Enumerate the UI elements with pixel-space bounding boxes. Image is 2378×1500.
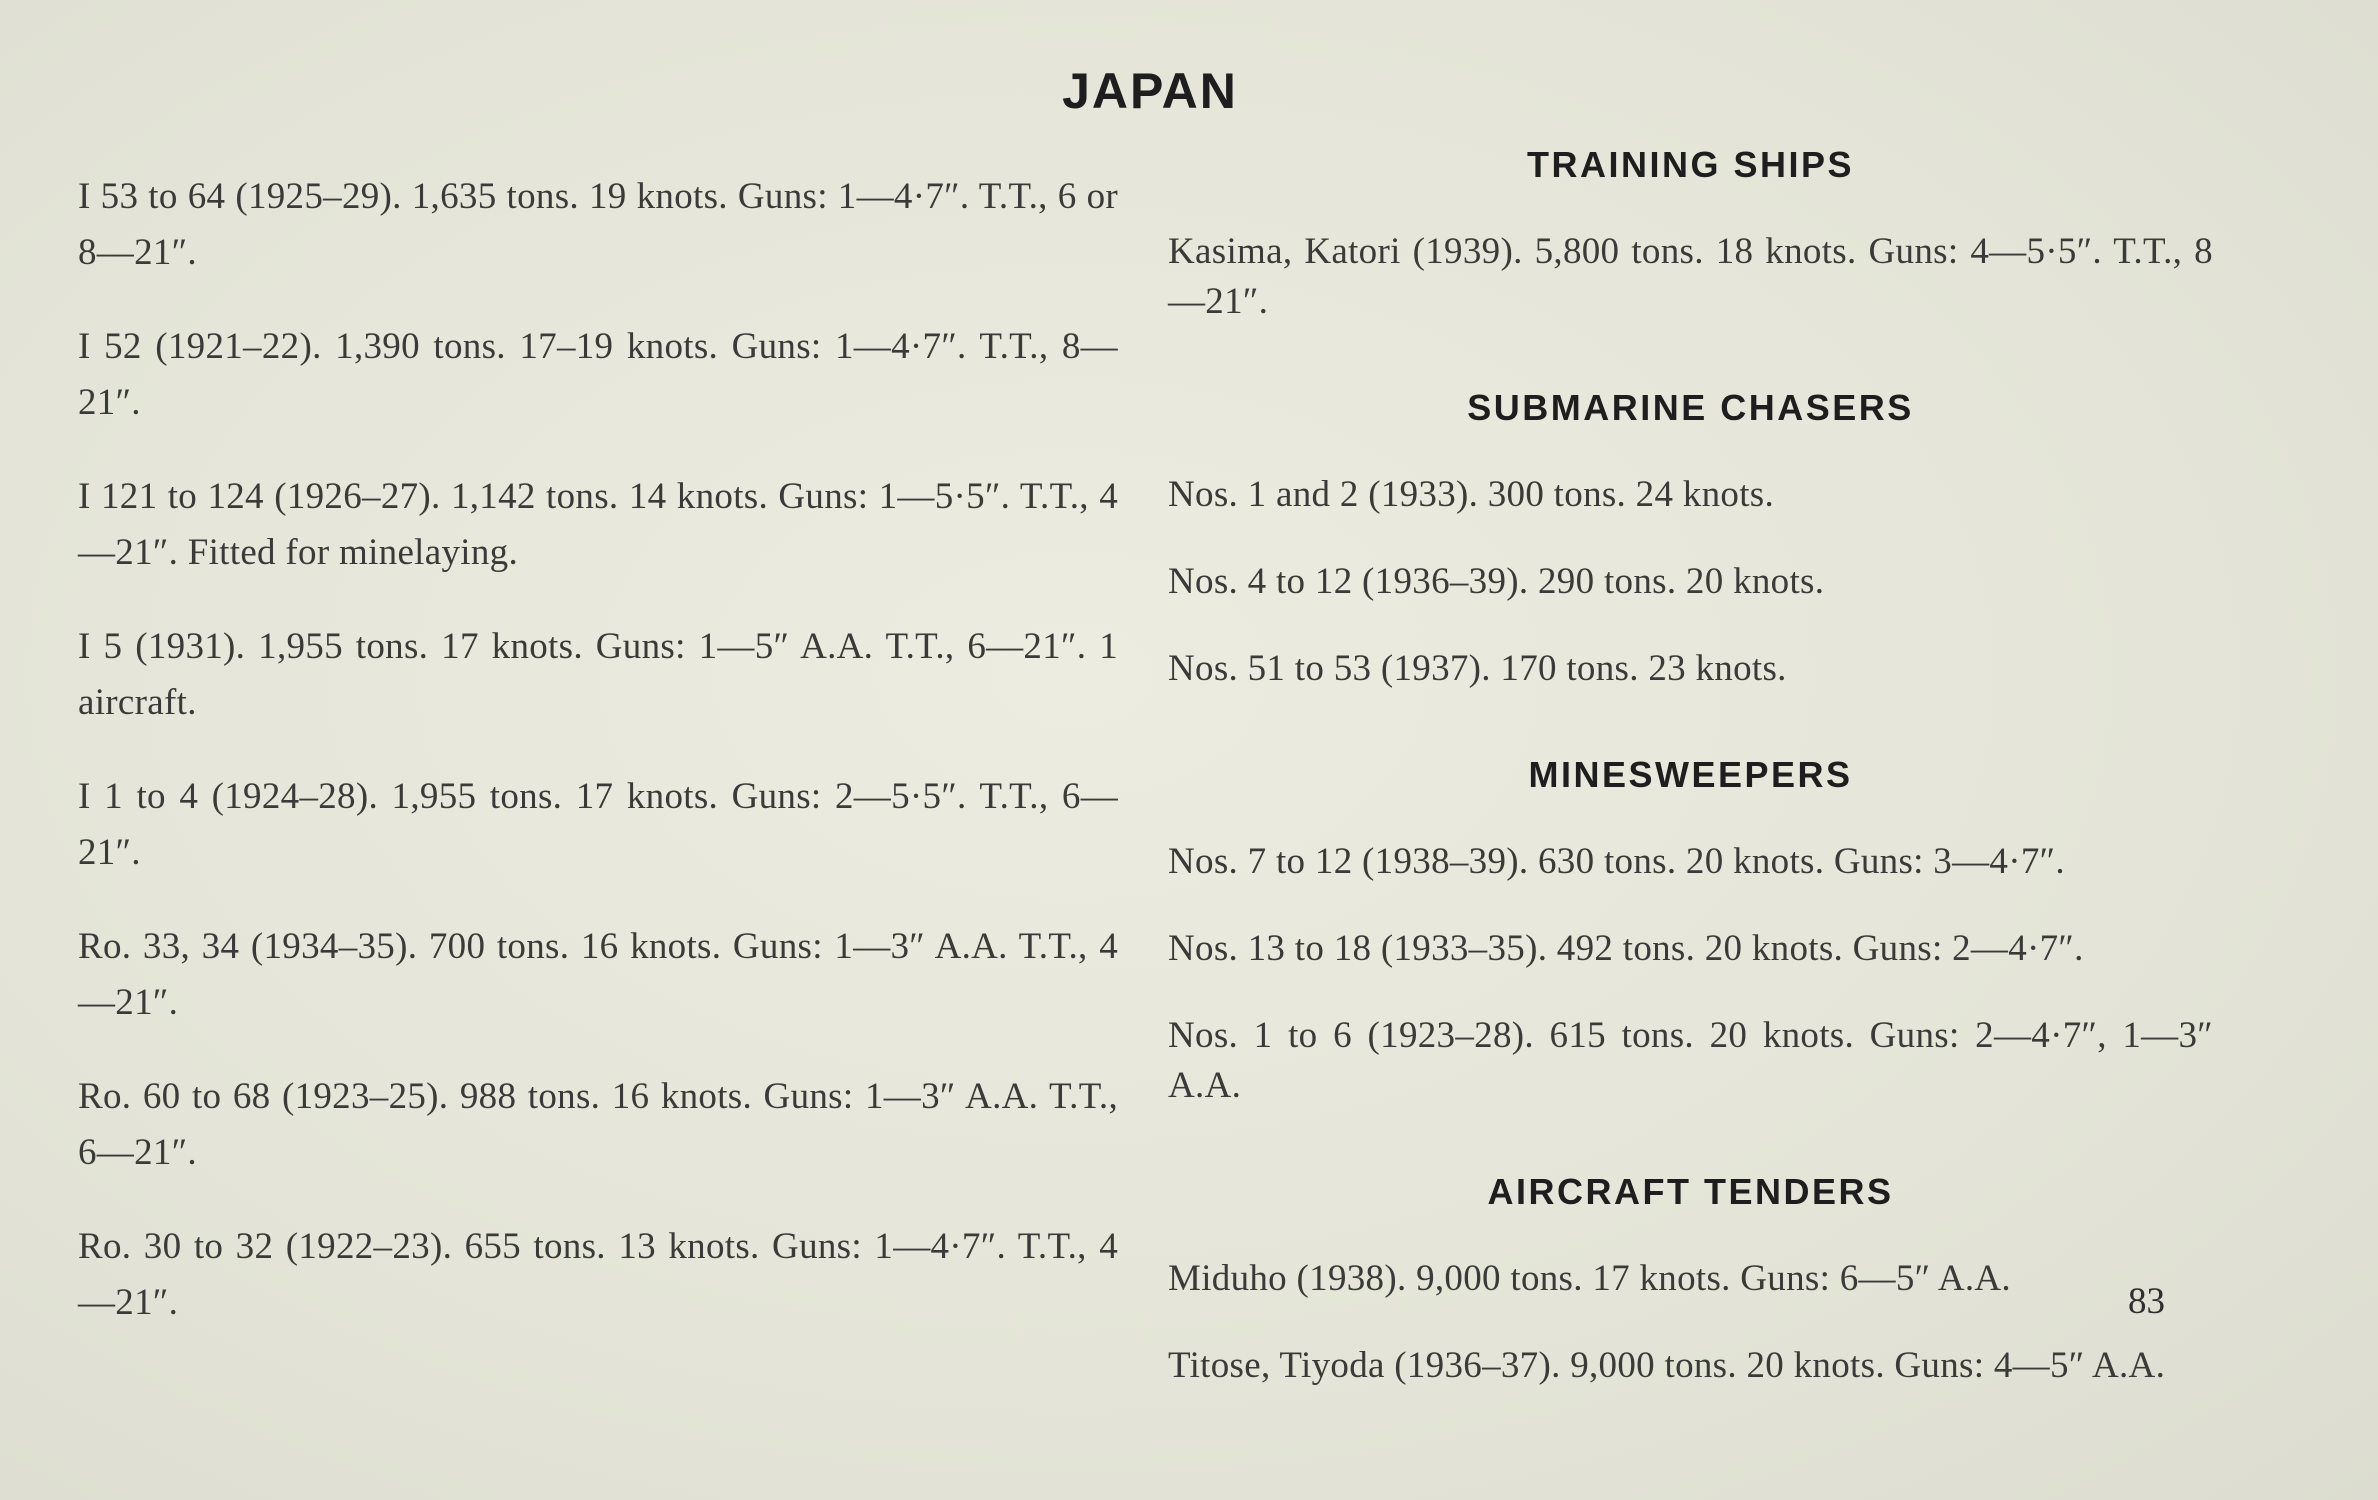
submarine-entry-i1: I 1 to 4 (1924–28). 1,955 tons. 17 knots. Guns: 2—5·5″. T.T., 6—21″.: [78, 776, 1118, 873]
training-ships-heading: TRAINING SHIPS: [1526, 144, 1855, 185]
aircraft-tenders-heading: AIRCRAFT TENDERS: [1487, 1171, 1894, 1212]
left-column: [78, 132, 1118, 1369]
submarine-entry-i52: I 52 (1921–22). 1,390 tons. 17–19 knots. Guns: 1—4·7″. T.T., 8—21″.: [78, 326, 1118, 423]
submarine-chasers-heading: SUBMARINE CHASERS: [1467, 387, 1914, 428]
aircraft-tender-entry: Miduho (1938). 9,000 tons. 17 knots. Guns: 6—5″ A.A.: [1168, 1258, 2011, 1299]
submarine-chaser-entry: Nos. 51 to 53 (1937). 170 tons. 23 knots.: [1168, 648, 1787, 689]
submarine-entry-ro33: Ro. 33, 34 (1934–35). 700 tons. 16 knots. Guns: 1—3″ A.A. T.T., 4—21″.: [78, 926, 1118, 1023]
right-column: [1168, 140, 2213, 1447]
submarine-entry-ro60: Ro. 60 to 68 (1923–25). 988 tons. 16 knots. Guns: 1—3″ A.A. T.T., 6—21″.: [78, 1076, 1118, 1173]
submarine-entry-i5: I 5 (1931). 1,955 tons. 17 knots. Guns: 1—5″ A.A. T.T., 6—21″. 1 aircraft.: [78, 626, 1118, 723]
minesweeper-entry: Nos. 1 to 6 (1923–28). 615 tons. 20 knots. Guns: 2—4·7″, 1—3″ A.A.: [1168, 1015, 2213, 1106]
page-title: JAPAN: [1062, 63, 1238, 119]
minesweepers-section: [1168, 750, 2213, 1111]
page-number: 83: [2128, 1281, 2165, 1322]
submarine-entry-i53: I 53 to 64 (1925–29). 1,635 tons. 19 knots. Guns: 1—4·7″. T.T., 6 or 8—21″.: [78, 176, 1118, 273]
aircraft-tenders-section: [1168, 1167, 2213, 1391]
submarine-chasers-section: [1168, 383, 2213, 694]
submarine-chaser-entry: Nos. 4 to 12 (1936–39). 290 tons. 20 knots.: [1168, 561, 1825, 602]
training-ships-section: [1168, 140, 2213, 327]
submarine-entry-i121: I 121 to 124 (1926–27). 1,142 tons. 14 knots. Guns: 1—5·5″. T.T., 4—21″. Fitted for minelaying.: [78, 476, 1118, 573]
minesweeper-entry: Nos. 13 to 18 (1933–35). 492 tons. 20 knots. Guns: 2—4·7″.: [1168, 928, 2084, 969]
submarine-chaser-entry: Nos. 1 and 2 (1933). 300 tons. 24 knots.: [1168, 474, 1775, 515]
minesweeper-entry: Nos. 7 to 12 (1938–39). 630 tons. 20 knots. Guns: 3—4·7″.: [1168, 841, 2065, 882]
training-ship-entry: Kasima, Katori (1939). 5,800 tons. 18 knots. Guns: 4—5·5″. T.T., 8—21″.: [1168, 231, 2213, 322]
minesweepers-heading: MINESWEEPERS: [1528, 754, 1853, 795]
submarine-entry-ro30: Ro. 30 to 32 (1922–23). 655 tons. 13 knots. Guns: 1—4·7″. T.T., 4—21″.: [78, 1226, 1118, 1323]
aircraft-tender-entry: Titose, Tiyoda (1936–37). 9,000 tons. 20 knots. Guns: 4—5″ A.A.: [1168, 1345, 2166, 1386]
